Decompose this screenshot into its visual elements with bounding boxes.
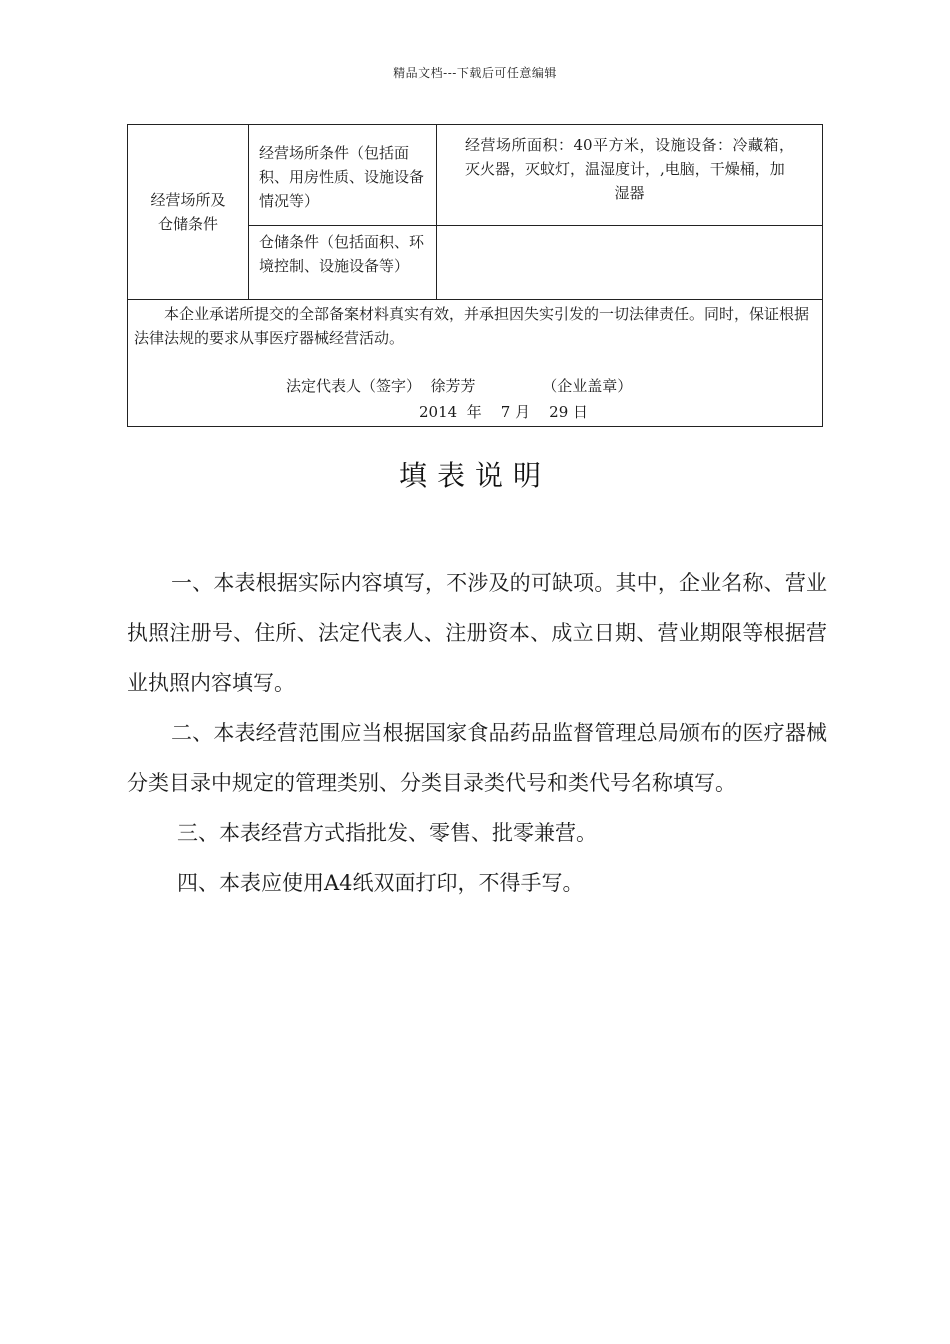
instructions-list	[127, 558, 827, 908]
label-cell	[249, 226, 437, 300]
table-row	[128, 300, 823, 427]
pledge-cell	[128, 300, 823, 427]
instruction-item: 二、本表经营范围应当根据国家食品药品监督管理总局颁布的医疗器械分类目录中规定的管理类别、分类目录类代号和类代号名称填写。	[127, 721, 827, 795]
label-cell	[249, 125, 437, 226]
premises-storage-table	[127, 124, 823, 427]
premises-condition-value-text: 经营场所面积：40平方米，设施设备：冷藏箱，灭火器，灭蚊灯，温湿度计，,电脑，干燥桶，加	[465, 136, 794, 178]
storage-condition-value	[437, 226, 823, 300]
category-cell	[128, 125, 249, 300]
instructions-title: 填表说明	[398, 459, 551, 492]
value-cell	[437, 125, 823, 226]
premises-condition-label: 经营场所条件（包括面积、用房性质、设施设备情况等）	[259, 144, 425, 210]
table-row	[128, 125, 823, 226]
instruction-item: 三、本表经营方式指批发、零售、批零兼营。	[177, 821, 597, 845]
category-label: 经营场所及仓储条件	[150, 191, 226, 233]
pledge-text: 本企业承诺所提交的全部备案材料真实有效，并承担因失实引发的一切法律责任。同时，保证根据法律法规的要求从事医疗器械经营活动。	[134, 305, 810, 347]
instruction-item: 四、本表应使用A4纸双面打印，不得手写。	[177, 871, 584, 895]
instruction-item: 一、本表根据实际内容填写，不涉及的可缺项。其中，企业名称、营业执照注册号、住所、法定代表人、注册资本、成立日期、营业期限等根据营业执照内容填写。	[127, 571, 827, 695]
storage-condition-label: 仓储条件（包括面积、环境控制、设施设备等）	[259, 233, 425, 275]
date-line: 2014 年 7 月 29 日	[419, 403, 589, 421]
premises-condition-value	[437, 125, 822, 205]
signature-line: 法定代表人（签字） 徐芳芳 （企业盖章）	[286, 377, 633, 395]
premises-condition-value-last: 湿器	[614, 184, 645, 202]
page-header-watermark: 精品文档---下载后可任意编辑	[393, 66, 557, 80]
